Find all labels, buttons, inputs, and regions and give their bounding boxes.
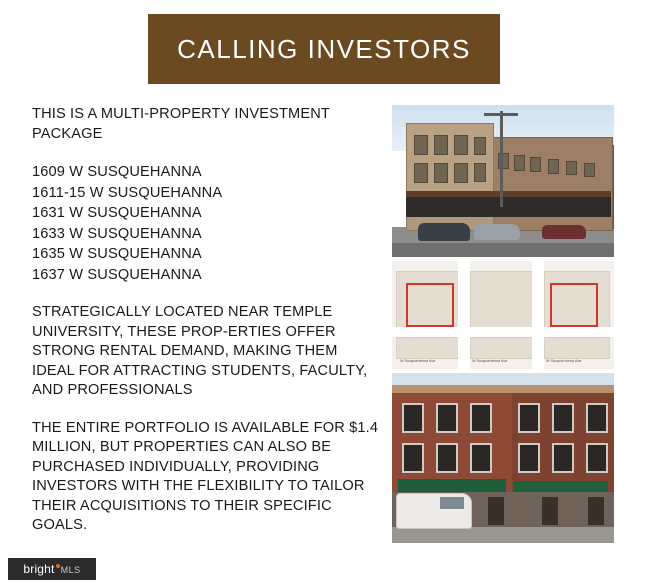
window (552, 403, 574, 433)
page-title: CALLING INVESTORS (177, 33, 471, 64)
entry-door (542, 497, 558, 525)
window (584, 163, 595, 177)
window (454, 163, 468, 183)
window (454, 135, 468, 155)
utility-pole (500, 111, 503, 207)
bright-mls-logo (8, 558, 96, 580)
window (530, 157, 541, 172)
window (586, 443, 608, 473)
rowhouse-facade-photo[interactable] (392, 373, 614, 543)
logo-suffix: MLS (60, 565, 81, 575)
header-banner (148, 14, 500, 84)
window (470, 403, 492, 433)
logo-dot-icon (56, 564, 60, 568)
window (474, 137, 486, 155)
parked-car (542, 225, 586, 239)
window (434, 135, 448, 155)
window (402, 403, 424, 433)
highlighted-parcel (406, 283, 454, 327)
map-street (458, 261, 470, 369)
intro-paragraph: THIS IS A MULTI-PROPERTY INVESTMENT PACKAGE (32, 106, 330, 142)
map-block (470, 271, 534, 329)
map-street (392, 327, 614, 337)
window (434, 163, 448, 183)
window (566, 161, 577, 175)
map-block (396, 337, 460, 359)
parked-car (474, 224, 520, 240)
window (518, 443, 540, 473)
list-item: 1609 W SUSQUEHANNA (32, 164, 202, 180)
green-awning (514, 481, 608, 492)
sidewalk (392, 527, 614, 543)
map-street-label: W Susquehanna Ave (472, 359, 508, 363)
map-block (470, 337, 534, 359)
cornice (392, 385, 614, 393)
price-paragraph: THE ENTIRE PORTFOLIO IS AVAILABLE FOR $1.4 MILLION, BUT PROPERTIES CAN ALSO BE PURCHASED INDIVIDUALLY, PROVIDING INVESTORS WITH THE FLEXIBILITY TO TAILOR THEIR ACQUISITIONS TO THEIR SPECIFIC GOALS. (32, 419, 379, 533)
window (414, 135, 428, 155)
address-list (32, 162, 380, 285)
map-street (532, 261, 544, 369)
logo-brand: bright (23, 562, 55, 576)
entry-door (488, 497, 504, 525)
list-item: 1633 W SUSQUEHANNA (32, 225, 202, 242)
window (436, 443, 458, 473)
entry-door (588, 497, 604, 525)
window (474, 163, 486, 182)
window (586, 403, 608, 433)
van-window (440, 497, 464, 509)
photo-column (392, 105, 614, 543)
listing-description (32, 105, 380, 536)
corner-building-photo[interactable] (392, 105, 614, 257)
list-item: 1637 W SUSQUEHANNA (32, 266, 202, 283)
window (402, 443, 424, 473)
location-paragraph: STRATEGICALLY LOCATED NEAR TEMPLE UNIVERSITY, THESE PROP-ERTIES OFFER STRONG RENTAL DEMAND, MAKING THEM IDEAL FOR ATTRACTING STUDENTS, FACULTY, AND PROFESSIONALS (32, 304, 368, 398)
street-light-arm (484, 113, 518, 116)
list-item: 1631 W SUSQUEHANNA (32, 205, 202, 221)
storefront (406, 197, 611, 217)
window (414, 163, 428, 183)
street-region (392, 243, 614, 257)
window (470, 443, 492, 473)
parcel-map[interactable] (392, 261, 614, 369)
green-awning (398, 479, 506, 492)
highlighted-parcel (550, 283, 598, 327)
map-block (544, 337, 610, 359)
window (548, 159, 559, 174)
window (514, 155, 525, 171)
list-item: 1611-15 W SUSQUEHANNA (32, 184, 223, 201)
window (518, 403, 540, 433)
parked-car (418, 223, 470, 241)
map-street-label: W Susquehanna Ave (546, 359, 582, 363)
window (552, 443, 574, 473)
logo-label (23, 562, 80, 576)
window (436, 403, 458, 433)
map-street-label: W Susquehanna Ave (400, 359, 436, 363)
list-item: 1635 W SUSQUEHANNA (32, 246, 202, 262)
